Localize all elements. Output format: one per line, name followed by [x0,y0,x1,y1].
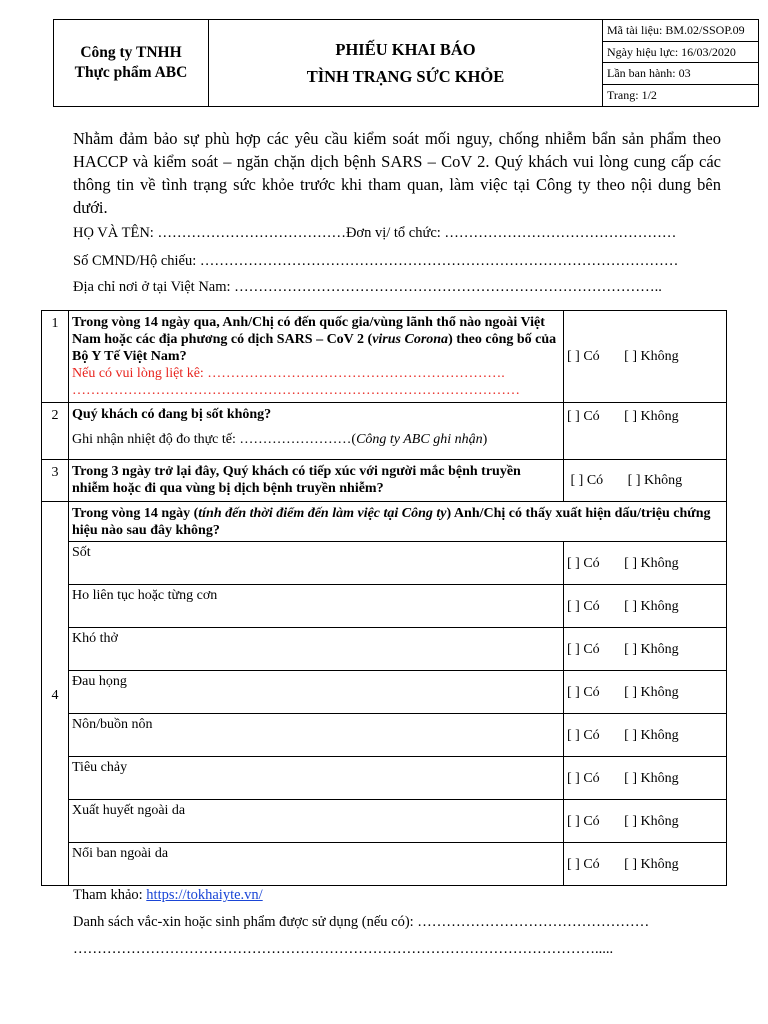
symptom-answer [564,714,727,757]
meta-page: Trang: 1/2 [607,87,657,102]
meta-revision: Lần ban hành: 03 [603,63,758,85]
yes-checkbox[interactable]: [ ] Có [567,641,600,657]
yes-checkbox[interactable]: [ ] Có [567,349,600,364]
no-checkbox[interactable]: [ ] Không [624,813,679,829]
intro-paragraph: Nhằm đảm bảo sự phù hợp các yêu cầu kiểm soát mối nguy, chống nhiễm bẩn sản phẩm theo HACCP và kiểm soát – ngăn chặn dịch bệnh SARS – CoV 2. Quý khách vui lòng cung cấp các thông tin về tình trạng sức khỏe trước khi tham quan, làm việc tại Công ty theo nội dung bên dưới. [73,129,721,217]
symptom-row [42,542,727,585]
symptom-label: Ho liên tục hoặc từng cơn [69,585,564,628]
q4-text-b: ) Anh/Chị có thấy xuất hiện dấu/triệu chứng hiệu nào sau đây không? [72,506,711,538]
symptom-row [42,714,727,757]
id-field[interactable]: Số CMND/Hộ chiếu: ……………………………………………………………………………………… [73,253,679,269]
question-1-row [42,311,727,403]
form-title [209,20,603,106]
yes-checkbox[interactable]: [ ] Có [570,473,604,488]
question-number: 2 [42,403,69,460]
title-line2: TÌNH TRẠNG SỨC KHỎE [306,67,505,86]
yes-checkbox[interactable]: [ ] Có [567,813,600,829]
symptom-row [42,843,727,886]
symptom-answer [564,843,727,886]
name-field[interactable]: HỌ VÀ TÊN: …………………………………Đơn vị/ tổ chức: ………………………………………… [73,225,677,241]
q1-text-italic: virus Corona [372,332,449,347]
reference-link[interactable]: https://tokhaiyte.vn/ [146,887,263,903]
question-3-text [69,460,564,502]
symptom-answer [564,757,727,800]
q2-temp-close: ) [482,432,488,447]
no-checkbox[interactable]: [ ] Không [624,856,679,872]
no-checkbox[interactable]: [ ] Không [624,598,679,614]
yes-checkbox[interactable]: [ ] Có [567,555,600,571]
document-header [53,19,759,107]
symptom-row [42,757,727,800]
q1-answer [564,311,727,403]
q1-list-line2[interactable]: …………………………………………………………………………………… [72,383,520,398]
no-checkbox[interactable]: [ ] Không [624,684,679,700]
symptom-answer [564,628,727,671]
symptom-label: Tiêu chảy [69,757,564,800]
question-number: 3 [42,460,69,502]
company-line1: Công ty TNHH [80,44,182,61]
q2-text: Quý khách có đang bị sốt không? [72,407,272,422]
symptom-answer [564,542,727,585]
question-2-row [42,403,727,460]
question-number: 1 [42,311,69,403]
company-line2: Thực phẩm ABC [74,64,188,81]
no-checkbox[interactable]: [ ] Không [624,409,679,424]
symptom-answer [564,800,727,843]
q1-text-b: ) theo công bố của Bộ Y Tế Việt Nam? [72,332,557,364]
question-2-text [69,403,564,460]
question-number: 4 [42,502,69,886]
no-checkbox[interactable]: [ ] Không [624,641,679,657]
yes-checkbox[interactable]: [ ] Có [567,770,600,786]
meta-effective-date: Ngày hiệu lực: 16/03/2020 [603,42,758,64]
vaccine-field-continued[interactable]: ………………………………………………………………………………………………..... [73,941,614,957]
q3-text: Trong 3 ngày trở lại đây, Quý khách có tiếp xúc với người mắc bệnh truyền nhiễm hoặc đi qua vùng bị dịch bệnh truyền nhiễm? [72,464,521,496]
q4-text-italic: tính đến thời điểm đến làm việc tại Công ty [198,506,447,521]
symptom-label: Sốt [69,542,564,585]
symptom-label: Khó thở [69,628,564,671]
symptom-row [42,671,727,714]
reference-line [73,887,263,904]
vaccine-field[interactable]: Danh sách vắc-xin hoặc sinh phẩm được sử dụng (nếu có): ………………………………………… [73,914,650,930]
yes-checkbox[interactable]: [ ] Có [567,856,600,872]
no-checkbox[interactable]: [ ] Không [624,555,679,571]
no-checkbox[interactable]: [ ] Không [624,770,679,786]
document-meta [603,20,758,106]
question-4-text [69,502,727,542]
symptom-label: Đau họng [69,671,564,714]
q2-answer [564,403,727,460]
q4-text-a: Trong vòng 14 ngày ( [72,506,199,521]
symptom-label: Xuất huyết ngoài da [69,800,564,843]
yes-checkbox[interactable]: [ ] Có [567,409,600,424]
yes-checkbox[interactable]: [ ] Có [567,684,600,700]
q3-answer [564,460,727,502]
symptom-label: Nổi ban ngoài da [69,843,564,886]
company-name [54,20,209,106]
question-4-header-row [42,502,727,542]
symptom-answer [564,671,727,714]
q2-temp-italic: Công ty ABC ghi nhận [356,432,483,447]
q2-temp-label[interactable]: Ghi nhận nhiệt độ đo thực tế: ……………………( [72,432,357,447]
q1-text-a: Trong vòng 14 ngày qua, Anh/Chị có đến quốc gia/vùng lãnh thổ nào ngoài Việt Nam hoặc các địa phương có dịch SARS – CoV 2 ( [72,315,545,347]
question-table [41,310,727,886]
question-1-text [69,311,564,403]
meta-doc-code: Mã tài liệu: BM.02/SSOP.09 [603,20,758,42]
symptom-row [42,585,727,628]
yes-checkbox[interactable]: [ ] Có [567,727,600,743]
symptom-row [42,800,727,843]
no-checkbox[interactable]: [ ] Không [627,473,683,488]
symptom-row [42,628,727,671]
question-3-row [42,460,727,502]
no-checkbox[interactable]: [ ] Không [624,349,679,364]
title-line1: PHIẾU KHAI BÁO [335,40,476,59]
address-field[interactable]: Địa chỉ nơi ở tại Việt Nam: …………………………………………………………………………….. [73,279,662,295]
reference-label: Tham khảo: [73,887,147,903]
symptom-answer [564,585,727,628]
no-checkbox[interactable]: [ ] Không [624,727,679,743]
yes-checkbox[interactable]: [ ] Có [567,598,600,614]
symptom-label: Nôn/buồn nôn [69,714,564,757]
q1-list-line1[interactable]: Nếu có vui lòng liệt kê: ………………………………………………………. [72,366,505,381]
